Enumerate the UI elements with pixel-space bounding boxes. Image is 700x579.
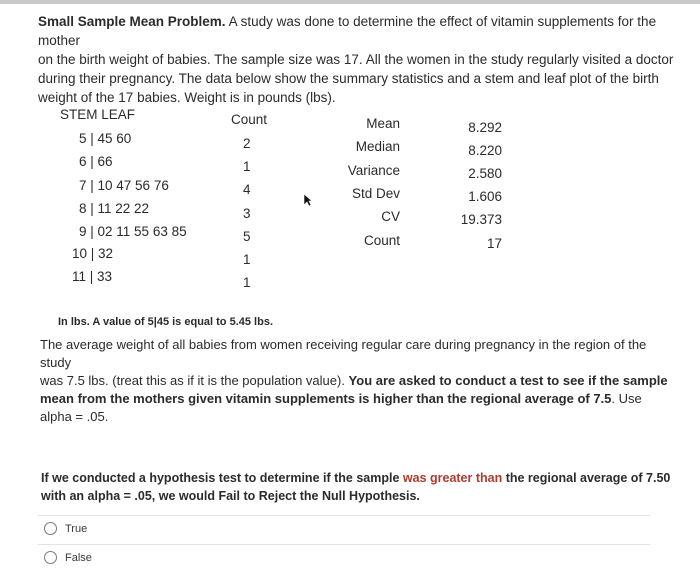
count-header: Count <box>231 112 268 127</box>
option-divider <box>38 544 650 545</box>
paragraph-line-2-plain: was 7.5 lbs. (treat this as if it is the population value). <box>40 373 349 388</box>
stat-label-std-dev: Std Dev <box>351 186 400 201</box>
stat-value-mean: 8.292 <box>468 120 502 135</box>
stem-row: 7 | 10 47 56 76 <box>79 178 169 193</box>
question-highlight: was greater than <box>402 471 503 485</box>
option-false-label: False <box>65 551 92 564</box>
option-true[interactable] <box>44 522 87 535</box>
problem-line-1 <box>38 12 678 50</box>
paragraph-line-3-bold: mean from the mothers given vitamin supplements is higher than the regional average of 7.5 <box>40 391 612 406</box>
paragraph-line-1: The average weight of all babies from women receiving regular care during pregnancy in the region of the study <box>40 337 647 370</box>
context-paragraph <box>40 336 670 426</box>
question-line-2: with an alpha = .05, we would Fail to Reject the Null Hypothesis. <box>41 489 420 503</box>
problem-line-4: weight of the 17 babies. Weight is in pounds (lbs). <box>38 90 336 105</box>
stat-value-std-dev: 1.606 <box>468 189 502 204</box>
option-false[interactable] <box>44 551 92 564</box>
paragraph-line-2-bold: You are asked to conduct a test to see if the sample <box>348 373 668 388</box>
question-line-1 <box>41 469 671 487</box>
count-value: 1 <box>243 252 251 267</box>
stat-label-count: Count <box>363 233 400 248</box>
problem-statement <box>38 12 678 107</box>
stem-row: 11 | 33 <box>72 269 113 284</box>
count-value: 2 <box>243 136 251 151</box>
problem-line-1-text: A study was done to determine the effect of vitamin supplements for the mother <box>38 14 657 48</box>
stat-value-variance: 2.580 <box>468 166 502 181</box>
stat-label-mean: Mean <box>366 116 400 131</box>
stat-label-variance: Variance <box>347 163 400 178</box>
stat-label-median: Median <box>355 139 400 154</box>
question-part-2: the regional average of 7.50 <box>502 471 671 485</box>
radio-true[interactable] <box>44 522 57 535</box>
stat-value-count: 17 <box>486 236 502 251</box>
stem-row: 9 | 02 11 55 63 85 <box>79 224 187 239</box>
stem-row: 6 | 66 <box>79 154 113 169</box>
paragraph-line-3-plain: . Use alpha = .05. <box>40 391 642 424</box>
problem-title: Small Sample Mean Problem. <box>38 14 226 29</box>
count-value: 1 <box>243 275 251 290</box>
problem-line-3: during their pregnancy. The data below show the summary statistics and a stem and leaf plot of the birth <box>38 71 659 86</box>
stat-label-cv: CV <box>381 209 400 224</box>
stem-leaf-header: STEM LEAF <box>60 107 136 122</box>
paragraph-line-2 <box>40 372 670 390</box>
problem-line-2: on the birth weight of babies. The sample size was 17. All the women in the study regularly visited a doctor <box>38 52 674 67</box>
question-text <box>41 469 671 505</box>
paragraph-line-3 <box>40 390 670 426</box>
option-divider <box>38 515 650 516</box>
count-value: 4 <box>243 182 251 197</box>
stem-row: 5 | 45 60 <box>79 131 132 146</box>
unit-note: In lbs. A value of 5|45 is equal to 5.45 lbs. <box>58 316 273 328</box>
question-part-1: If we conducted a hypothesis test to determine if the sample <box>41 471 403 485</box>
radio-false[interactable] <box>44 551 57 564</box>
top-border <box>0 0 700 4</box>
stat-value-median: 8.220 <box>468 143 502 158</box>
stem-row: 10 | 32 <box>72 246 114 261</box>
count-value: 1 <box>243 159 251 174</box>
count-value: 5 <box>243 229 251 244</box>
stat-value-cv: 19.373 <box>460 212 502 227</box>
stem-row: 8 | 11 22 22 <box>79 201 150 216</box>
option-true-label: True <box>65 522 88 535</box>
count-value: 3 <box>243 206 251 221</box>
